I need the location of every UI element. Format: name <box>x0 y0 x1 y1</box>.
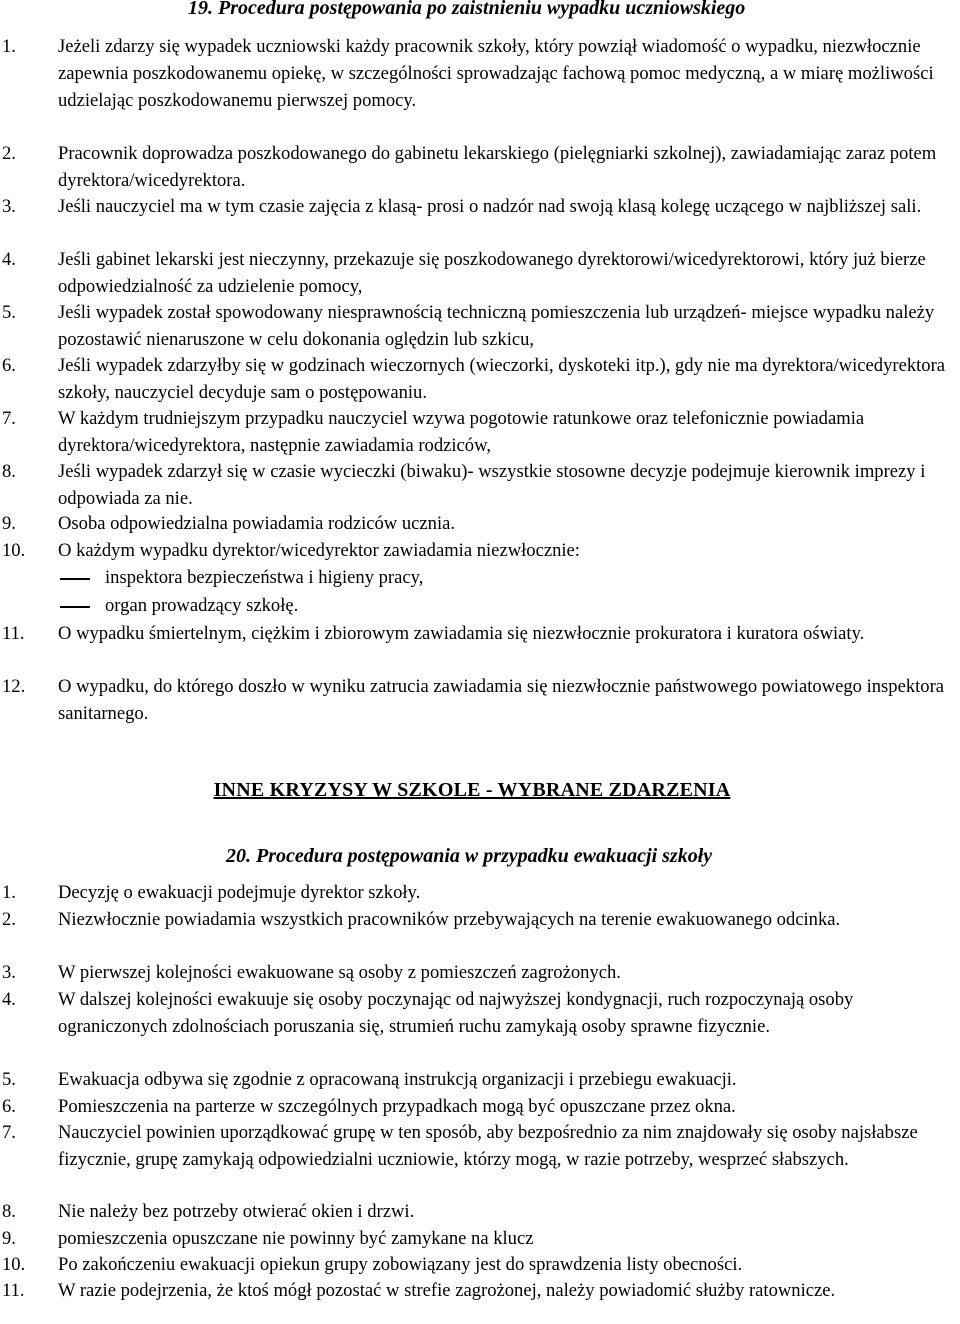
item-number: 11. <box>2 623 25 644</box>
item-number: 2. <box>2 143 16 164</box>
list-item <box>0 673 960 727</box>
list-item <box>0 458 960 512</box>
list-item <box>0 537 960 564</box>
sub-list-item <box>0 592 960 619</box>
sub-item-text: inspektora bezpieczeństwa i higieny pracy, <box>105 567 424 588</box>
section-19-heading: 19. Procedura postępowania po zaistnieniu wypadku uczniowskiego <box>188 0 746 19</box>
crisis-section-title: INNE KRYZYSY W SZKOLE - WYBRANE ZDARZENIA <box>213 779 731 801</box>
item-number: 9. <box>2 513 16 534</box>
list-item <box>0 1198 960 1225</box>
item-number: 4. <box>2 989 16 1010</box>
item-text: Jeśli gabinet lekarski jest nieczynny, przekazuje się poszkodowanego dyrektorowi/wicedyrektorowi, który już bierze odpowiedzialność za udzielenie pomocy, <box>58 249 926 297</box>
list-item <box>0 33 960 114</box>
list-item <box>0 1066 960 1093</box>
item-number: 3. <box>2 196 16 217</box>
list-item <box>0 1225 960 1252</box>
item-number: 8. <box>2 461 16 482</box>
list-item <box>0 193 960 220</box>
item-number: 8. <box>2 1201 16 1222</box>
list-item <box>0 1093 960 1120</box>
list-item <box>0 620 960 647</box>
item-text: Niezwłocznie powiadamia wszystkich pracowników przebywających na terenie ewakuowanego odcinka. <box>58 909 841 930</box>
item-text: pomieszczenia opuszczane nie powinny być zamykane na klucz <box>58 1228 534 1249</box>
list-item <box>0 510 960 537</box>
item-text: W pierwszej kolejności ewakuowane są osoby z pomieszczeń zagrożonych. <box>58 962 621 983</box>
item-number: 3. <box>2 962 16 983</box>
item-number: 5. <box>2 1069 16 1090</box>
item-text: Jeśli wypadek zdarzył się w czasie wycieczki (biwaku)- wszystkie stosowne decyzje podejmuje kierownik imprezy i odpowiada za nie. <box>58 461 926 509</box>
item-text: Ewakuacja odbywa się zgodnie z opracowaną instrukcją organizacji i przebiegu ewakuacji. <box>58 1069 737 1090</box>
item-text: Nauczyciel powinien uporządkować grupę w ten sposób, aby bezpośrednio za nim znajdowały się osoby najsłabsze fizycznie, grupę zamykają odpowiedzialni uczniowie, którzy mogą, w razie potrzeby, wesprzeć słabszych. <box>58 1122 918 1170</box>
item-text: O wypadku, do którego doszło w wyniku zatrucia zawiadamia się niezwłocznie państwowego powiatowego inspektora sanitarnego. <box>58 676 945 724</box>
list-item <box>0 299 960 353</box>
item-number: 6. <box>2 1096 16 1117</box>
item-number: 7. <box>2 408 16 429</box>
item-text: Po zakończeniu ewakuacji opiekun grupy zobowiązany jest do sprawdzenia listy obecności. <box>58 1254 743 1275</box>
item-number: 11. <box>2 1280 25 1301</box>
dash-bullet-icon <box>60 606 90 608</box>
list-item <box>0 405 960 459</box>
list-item <box>0 986 960 1040</box>
item-number: 4. <box>2 249 16 270</box>
item-number: 9. <box>2 1228 16 1249</box>
sub-item-text: organ prowadzący szkołę. <box>105 595 299 616</box>
item-text: O wypadku śmiertelnym, ciężkim i zbiorowym zawiadamia się niezwłocznie prokuratora i kuratora oświaty. <box>58 623 865 644</box>
item-text: Jeśli wypadek zdarzyłby się w godzinach wieczornych (wieczorki, dyskoteki itp.), gdy nie ma dyrektora/wicedyrektora szkoły, nauczyciel decyduje sam o postępowaniu. <box>58 355 946 403</box>
list-item <box>0 1277 960 1304</box>
dash-bullet-icon <box>60 578 90 580</box>
item-text: Pracownik doprowadza poszkodowanego do gabinetu lekarskiego (pielęgniarki szkolnej), zawiadamiając zaraz potem dyrektora/wicedyrektora. <box>58 143 937 191</box>
list-item <box>0 1119 960 1173</box>
item-number: 10. <box>2 540 26 561</box>
list-item <box>0 352 960 406</box>
item-text: Pomieszczenia na parterze w szczególnych przypadkach mogą być opuszczane przez okna. <box>58 1096 736 1117</box>
item-text: W każdym trudniejszym przypadku nauczyciel wzywa pogotowie ratunkowe oraz telefonicznie powiadamia dyrektora/wicedyrektora, następnie zawiadamia rodziców, <box>58 408 865 456</box>
item-text: O każdym wypadku dyrektor/wicedyrektor zawiadamia niezwłocznie: <box>58 540 580 561</box>
item-text: W dalszej kolejności ewakuuje się osoby poczynając od najwyższej kondygnacji, ruch rozpoczynają osoby ograniczonych zdolnościach poruszania się, strumień ruchu zamykają osoby sprawne fizycznie. <box>58 989 854 1037</box>
list-item <box>0 1251 960 1278</box>
list-item <box>0 959 960 986</box>
list-item <box>0 140 960 194</box>
list-item <box>0 879 960 906</box>
item-number: 6. <box>2 355 16 376</box>
section-20-heading: 20. Procedura postępowania w przypadku ewakuacji szkoły <box>226 845 713 867</box>
list-item <box>0 906 960 933</box>
item-number: 2. <box>2 909 16 930</box>
item-number: 12. <box>2 676 26 697</box>
item-text: Jeśli nauczyciel ma w tym czasie zajęcia z klasą- prosi o nadzór nad swoją klasą kolegę uczącego w najbliższej sali. <box>58 196 922 217</box>
item-number: 1. <box>2 36 16 57</box>
item-number: 5. <box>2 302 16 323</box>
item-text: Jeśli wypadek został spowodowany niesprawnością techniczną pomieszczenia lub urządzeń- miejsce wypadku należy pozostawić nienaruszone w celu dokonania oględzin lub szkicu, <box>58 302 935 350</box>
item-text: Jeżeli zdarzy się wypadek uczniowski każdy pracownik szkoły, który powziął wiadomość o wypadku, niezwłocznie zapewnia poszkodowanemu opiekę, w szczególności sprowadzając fachową pomoc medyczną, a w miarę możliwości udzielając poszkodowanemu pierwszej pomocy. <box>58 36 934 111</box>
item-text: Osoba odpowiedzialna powiadamia rodziców ucznia. <box>58 513 456 534</box>
item-text: W razie podejrzenia, że ktoś mógł pozostać w strefie zagrożonej, należy powiadomić służby ratownicze. <box>58 1280 836 1301</box>
item-text: Decyzję o ewakuacji podejmuje dyrektor szkoły. <box>58 882 421 903</box>
item-number: 1. <box>2 882 16 903</box>
item-text: Nie należy bez potrzeby otwierać okien i drzwi. <box>58 1201 415 1222</box>
sub-list-item <box>0 564 960 591</box>
item-number: 10. <box>2 1254 26 1275</box>
list-item <box>0 246 960 300</box>
item-number: 7. <box>2 1122 16 1143</box>
